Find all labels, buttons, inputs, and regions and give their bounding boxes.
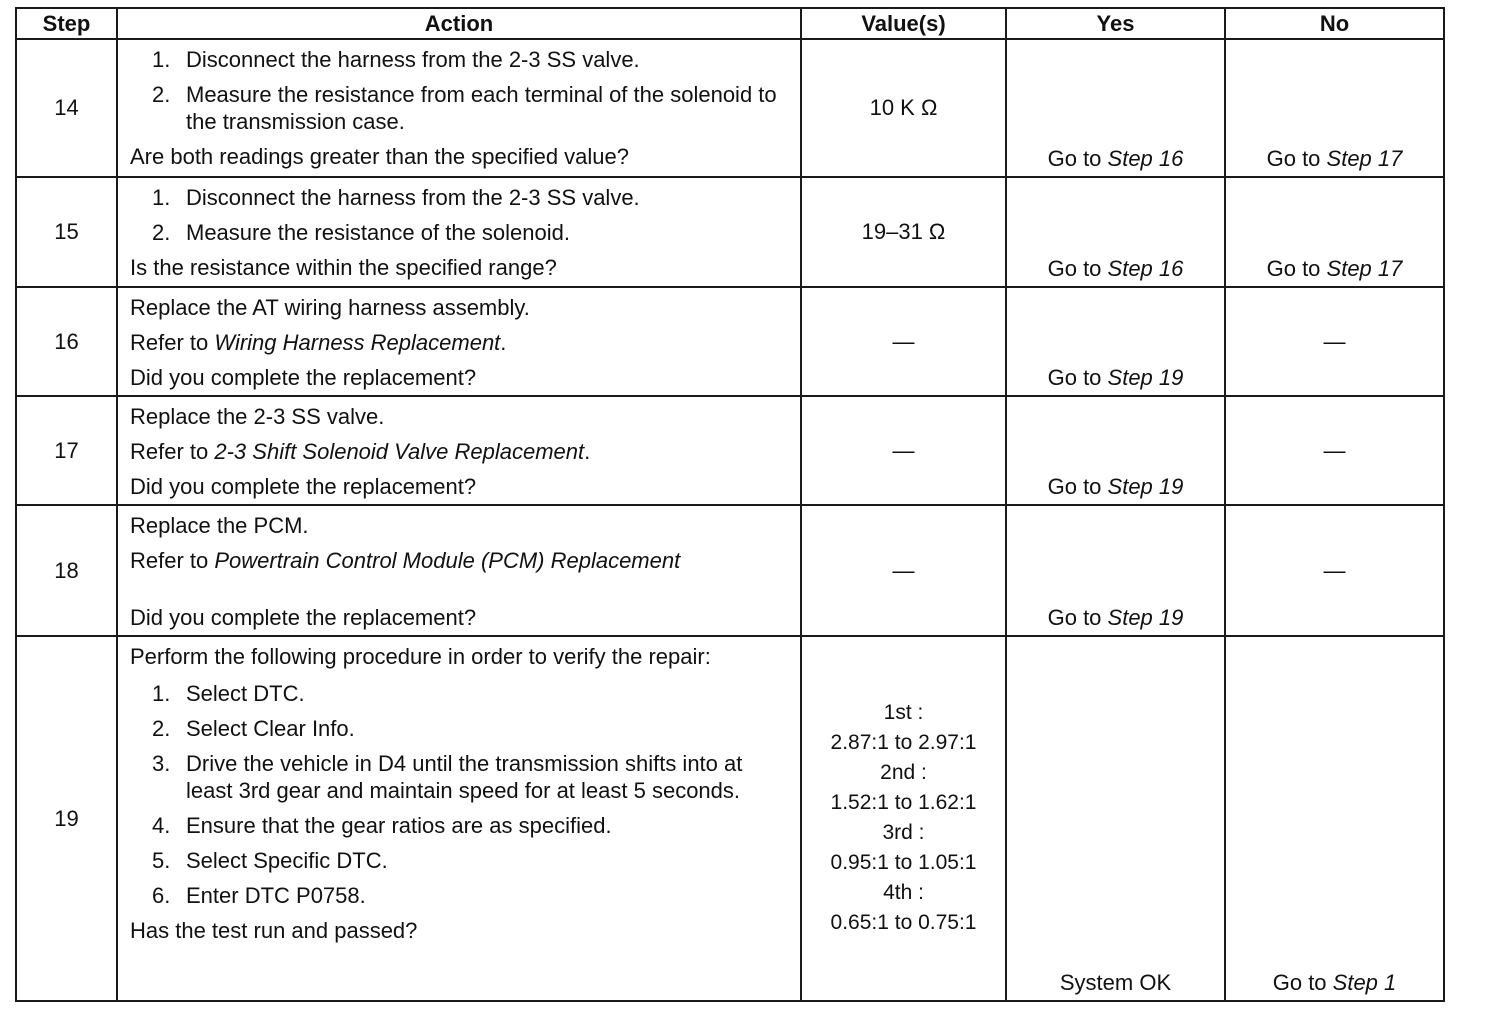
action-line: Replace the 2-3 SS valve.	[130, 404, 385, 429]
value-cell: 10 K Ω	[801, 39, 1006, 177]
value-cell: —	[801, 505, 1006, 636]
yes-cell: Go to Step 16	[1006, 39, 1225, 177]
action-question: Has the test run and passed?	[130, 918, 418, 943]
action-cell	[117, 177, 801, 287]
list-item: 2. Select Clear Info.	[152, 716, 355, 741]
list-item: 1. Select DTC.	[152, 681, 305, 706]
diagnostic-table	[15, 7, 1445, 1002]
gear-ratio-4th: 4th : 0.65:1 to 0.75:1	[830, 880, 977, 934]
yes-cell: Go to Step 19	[1006, 396, 1225, 505]
gear-ratios	[802, 699, 1005, 937]
list-item: 4. Ensure that the gear ratios are as specified.	[152, 813, 612, 838]
gear-ratio-1st: 1st : 2.87:1 to 2.97:1	[830, 700, 977, 754]
action-cell	[117, 396, 801, 505]
action-cell	[117, 505, 801, 636]
action-refer: Refer to Powertrain Control Module (PCM) Replacement	[130, 548, 681, 573]
action-question: Did you complete the replacement?	[130, 474, 477, 499]
no-cell: Go to Step 17	[1225, 177, 1444, 287]
header-no: No	[1225, 8, 1444, 39]
header-action: Action	[117, 8, 801, 39]
list-item: 2. Measure the resistance of the solenoid.	[152, 220, 571, 245]
gear-ratio-2nd: 2nd : 1.52:1 to 1.62:1	[830, 760, 977, 814]
step-number: 17	[16, 396, 117, 505]
header-step: Step	[16, 8, 117, 39]
table-row	[16, 396, 1444, 505]
list-item: 5. Select Specific DTC.	[152, 848, 388, 873]
step-number: 16	[16, 287, 117, 396]
table-row	[16, 636, 1444, 1001]
step-number: 15	[16, 177, 117, 287]
list-item: 2. Measure the resistance from each terminal of the solenoid to the transmission case.	[152, 82, 777, 134]
header-values: Value(s)	[801, 8, 1006, 39]
gear-ratio-3rd: 3rd : 0.95:1 to 1.05:1	[830, 820, 977, 874]
step-number: 19	[16, 636, 117, 1001]
action-question: Did you complete the replacement?	[130, 365, 477, 390]
action-cell	[117, 39, 801, 177]
value-cell: 19–31 Ω	[801, 177, 1006, 287]
step-number: 18	[16, 505, 117, 636]
yes-cell: System OK	[1006, 636, 1225, 1001]
no-cell: Go to Step 17	[1225, 39, 1444, 177]
action-line: Replace the PCM.	[130, 513, 309, 538]
action-question: Is the resistance within the specified range?	[130, 255, 557, 280]
action-intro: Perform the following procedure in order to verify the repair:	[130, 644, 711, 669]
value-cell: —	[801, 287, 1006, 396]
table-row	[16, 177, 1444, 287]
table-row	[16, 39, 1444, 177]
no-cell: Go to Step 1	[1225, 636, 1444, 1001]
action-cell	[117, 636, 801, 1001]
action-steps	[130, 46, 790, 135]
yes-cell: Go to Step 19	[1006, 287, 1225, 396]
action-line: Replace the AT wiring harness assembly.	[130, 295, 530, 320]
table-row	[16, 287, 1444, 396]
action-steps	[130, 680, 790, 909]
no-cell: —	[1225, 505, 1444, 636]
yes-cell: Go to Step 16	[1006, 177, 1225, 287]
list-item: 1. Disconnect the harness from the 2-3 SS valve.	[152, 185, 640, 210]
action-refer: Refer to 2-3 Shift Solenoid Valve Replacement.	[130, 439, 591, 464]
yes-cell: Go to Step 19	[1006, 505, 1225, 636]
list-item: 3. Drive the vehicle in D4 until the transmission shifts into at least 3rd gear and maintain speed for at least 5 seconds.	[152, 751, 743, 803]
list-item: 6. Enter DTC P0758.	[152, 883, 366, 908]
action-steps	[130, 184, 790, 246]
step-number: 14	[16, 39, 117, 177]
no-cell: —	[1225, 287, 1444, 396]
action-question: Are both readings greater than the specified value?	[130, 144, 629, 169]
no-cell: —	[1225, 396, 1444, 505]
value-cell	[801, 636, 1006, 1001]
list-item: 1. Disconnect the harness from the 2-3 SS valve.	[152, 47, 640, 72]
action-question: Did you complete the replacement?	[130, 605, 477, 630]
action-refer: Refer to Wiring Harness Replacement.	[130, 330, 507, 355]
table-row	[16, 505, 1444, 636]
action-cell	[117, 287, 801, 396]
header-row	[16, 8, 1444, 39]
value-cell: —	[801, 396, 1006, 505]
header-yes: Yes	[1006, 8, 1225, 39]
